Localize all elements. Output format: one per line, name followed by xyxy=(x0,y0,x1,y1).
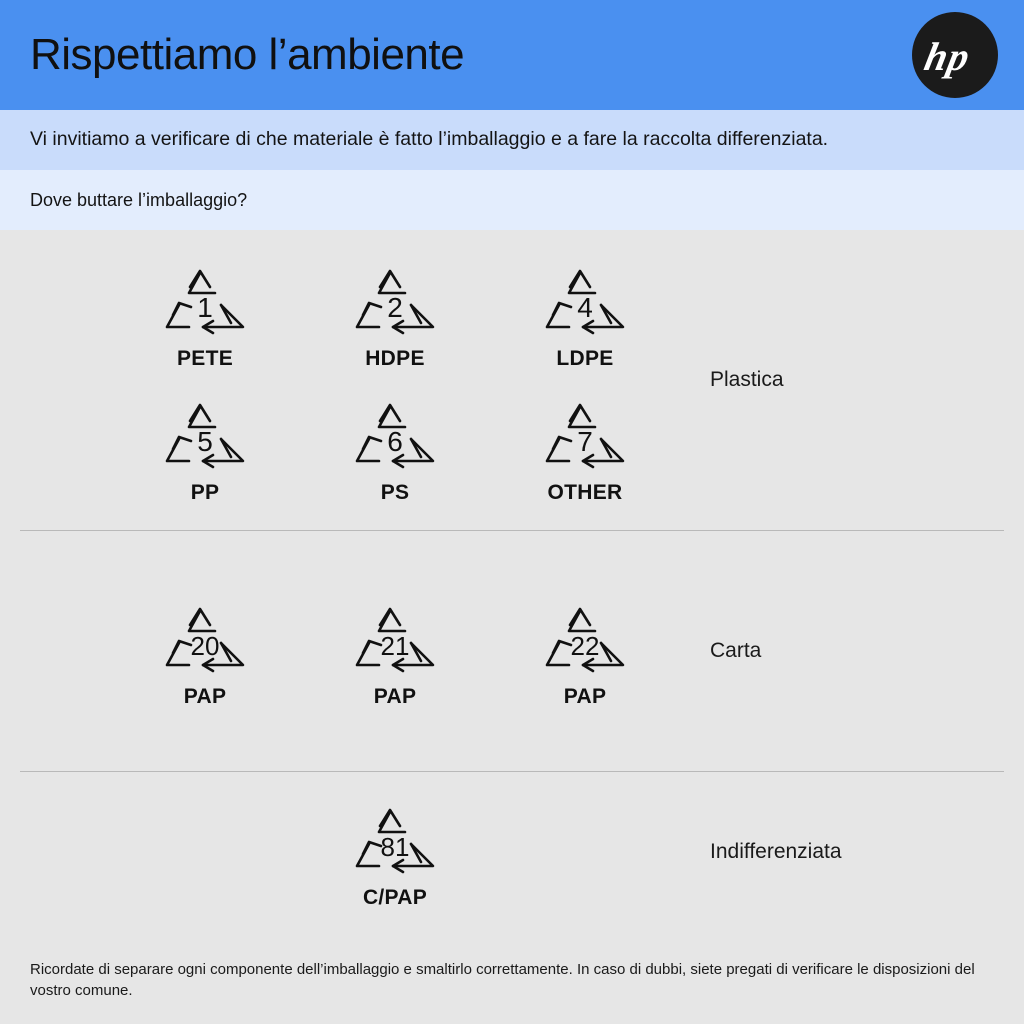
section-carta xyxy=(0,531,1024,771)
symbol-label: OTHER xyxy=(547,481,623,504)
recycling-symbol xyxy=(110,389,300,505)
symbol-code: 1 xyxy=(197,292,213,323)
subtitle-band xyxy=(0,110,1024,170)
symbol-code: 4 xyxy=(577,292,593,323)
category-label-plastica: Plastica xyxy=(710,368,784,391)
symbol-code: 81 xyxy=(380,832,410,862)
paper-symbols-area xyxy=(0,593,700,709)
symbol-label: PS xyxy=(380,481,410,504)
symbol-code: 7 xyxy=(577,426,593,457)
symbol-label: PAP xyxy=(373,685,417,708)
recycling-symbol xyxy=(110,593,300,709)
recycling-symbol xyxy=(110,255,300,371)
recycling-symbol xyxy=(300,593,490,709)
symbol-label: LDPE xyxy=(556,347,614,370)
category-label-indifferenziata: Indifferenziata xyxy=(710,840,842,863)
mobius-loop-icon xyxy=(145,593,265,683)
symbol-code: 22 xyxy=(570,631,600,661)
mobius-loop-icon xyxy=(145,389,265,479)
mobius-loop-icon xyxy=(145,255,265,345)
plastic-row-2 xyxy=(0,389,700,505)
recycling-symbol xyxy=(300,389,490,505)
symbol-code: 20 xyxy=(190,631,220,661)
recycling-symbol xyxy=(490,593,680,709)
mobius-loop-icon xyxy=(335,389,455,479)
mobius-loop-icon xyxy=(525,255,645,345)
mobius-loop-icon xyxy=(525,593,645,683)
category-label-carta: Carta xyxy=(710,639,762,662)
symbol-code: 6 xyxy=(387,426,403,457)
page-header xyxy=(0,0,1024,110)
question-text: Dove buttare l’imballaggio? xyxy=(30,189,248,210)
symbol-label: PP xyxy=(190,481,220,504)
svg-text:hp: hp xyxy=(920,34,975,79)
symbol-label: PETE xyxy=(176,347,234,370)
hp-logo xyxy=(912,12,998,98)
other-row-1 xyxy=(0,794,700,910)
footer-note: Ricordate di separare ogni componente dell’imballaggio e smaltirlo correttamente. In caso di dubbi, siete pregati di verificare le disposizioni del vostro comune. xyxy=(30,960,975,1000)
mobius-loop-icon xyxy=(335,794,455,884)
recycling-symbol xyxy=(490,255,680,371)
plastic-row-1 xyxy=(0,255,700,371)
paper-row-1 xyxy=(0,593,700,709)
symbol-label: C/PAP xyxy=(362,886,428,909)
symbol-label: PAP xyxy=(563,685,607,708)
symbol-code: 5 xyxy=(197,426,213,457)
mobius-loop-icon xyxy=(335,255,455,345)
mobius-loop-icon xyxy=(335,593,455,683)
subtitle-text: Vi invitiamo a verificare di che materiale è fatto l’imballaggio e a fare la raccolta differenziata. xyxy=(30,128,829,151)
other-symbols-area xyxy=(0,794,700,910)
page-title: Rispettiamo l’ambiente xyxy=(30,30,465,79)
symbol-code: 21 xyxy=(380,631,410,661)
section-plastica xyxy=(0,230,1024,530)
mobius-loop-icon xyxy=(525,389,645,479)
symbols-content xyxy=(0,230,1024,932)
question-band xyxy=(0,170,1024,230)
section-indifferenziata xyxy=(0,772,1024,932)
symbol-label: PAP xyxy=(183,685,227,708)
plastic-symbols-area xyxy=(0,255,700,505)
recycling-symbol xyxy=(300,255,490,371)
symbol-label: HDPE xyxy=(365,347,425,370)
symbol-code: 2 xyxy=(387,292,403,323)
recycling-symbol xyxy=(300,794,490,910)
recycling-symbol xyxy=(490,389,680,505)
